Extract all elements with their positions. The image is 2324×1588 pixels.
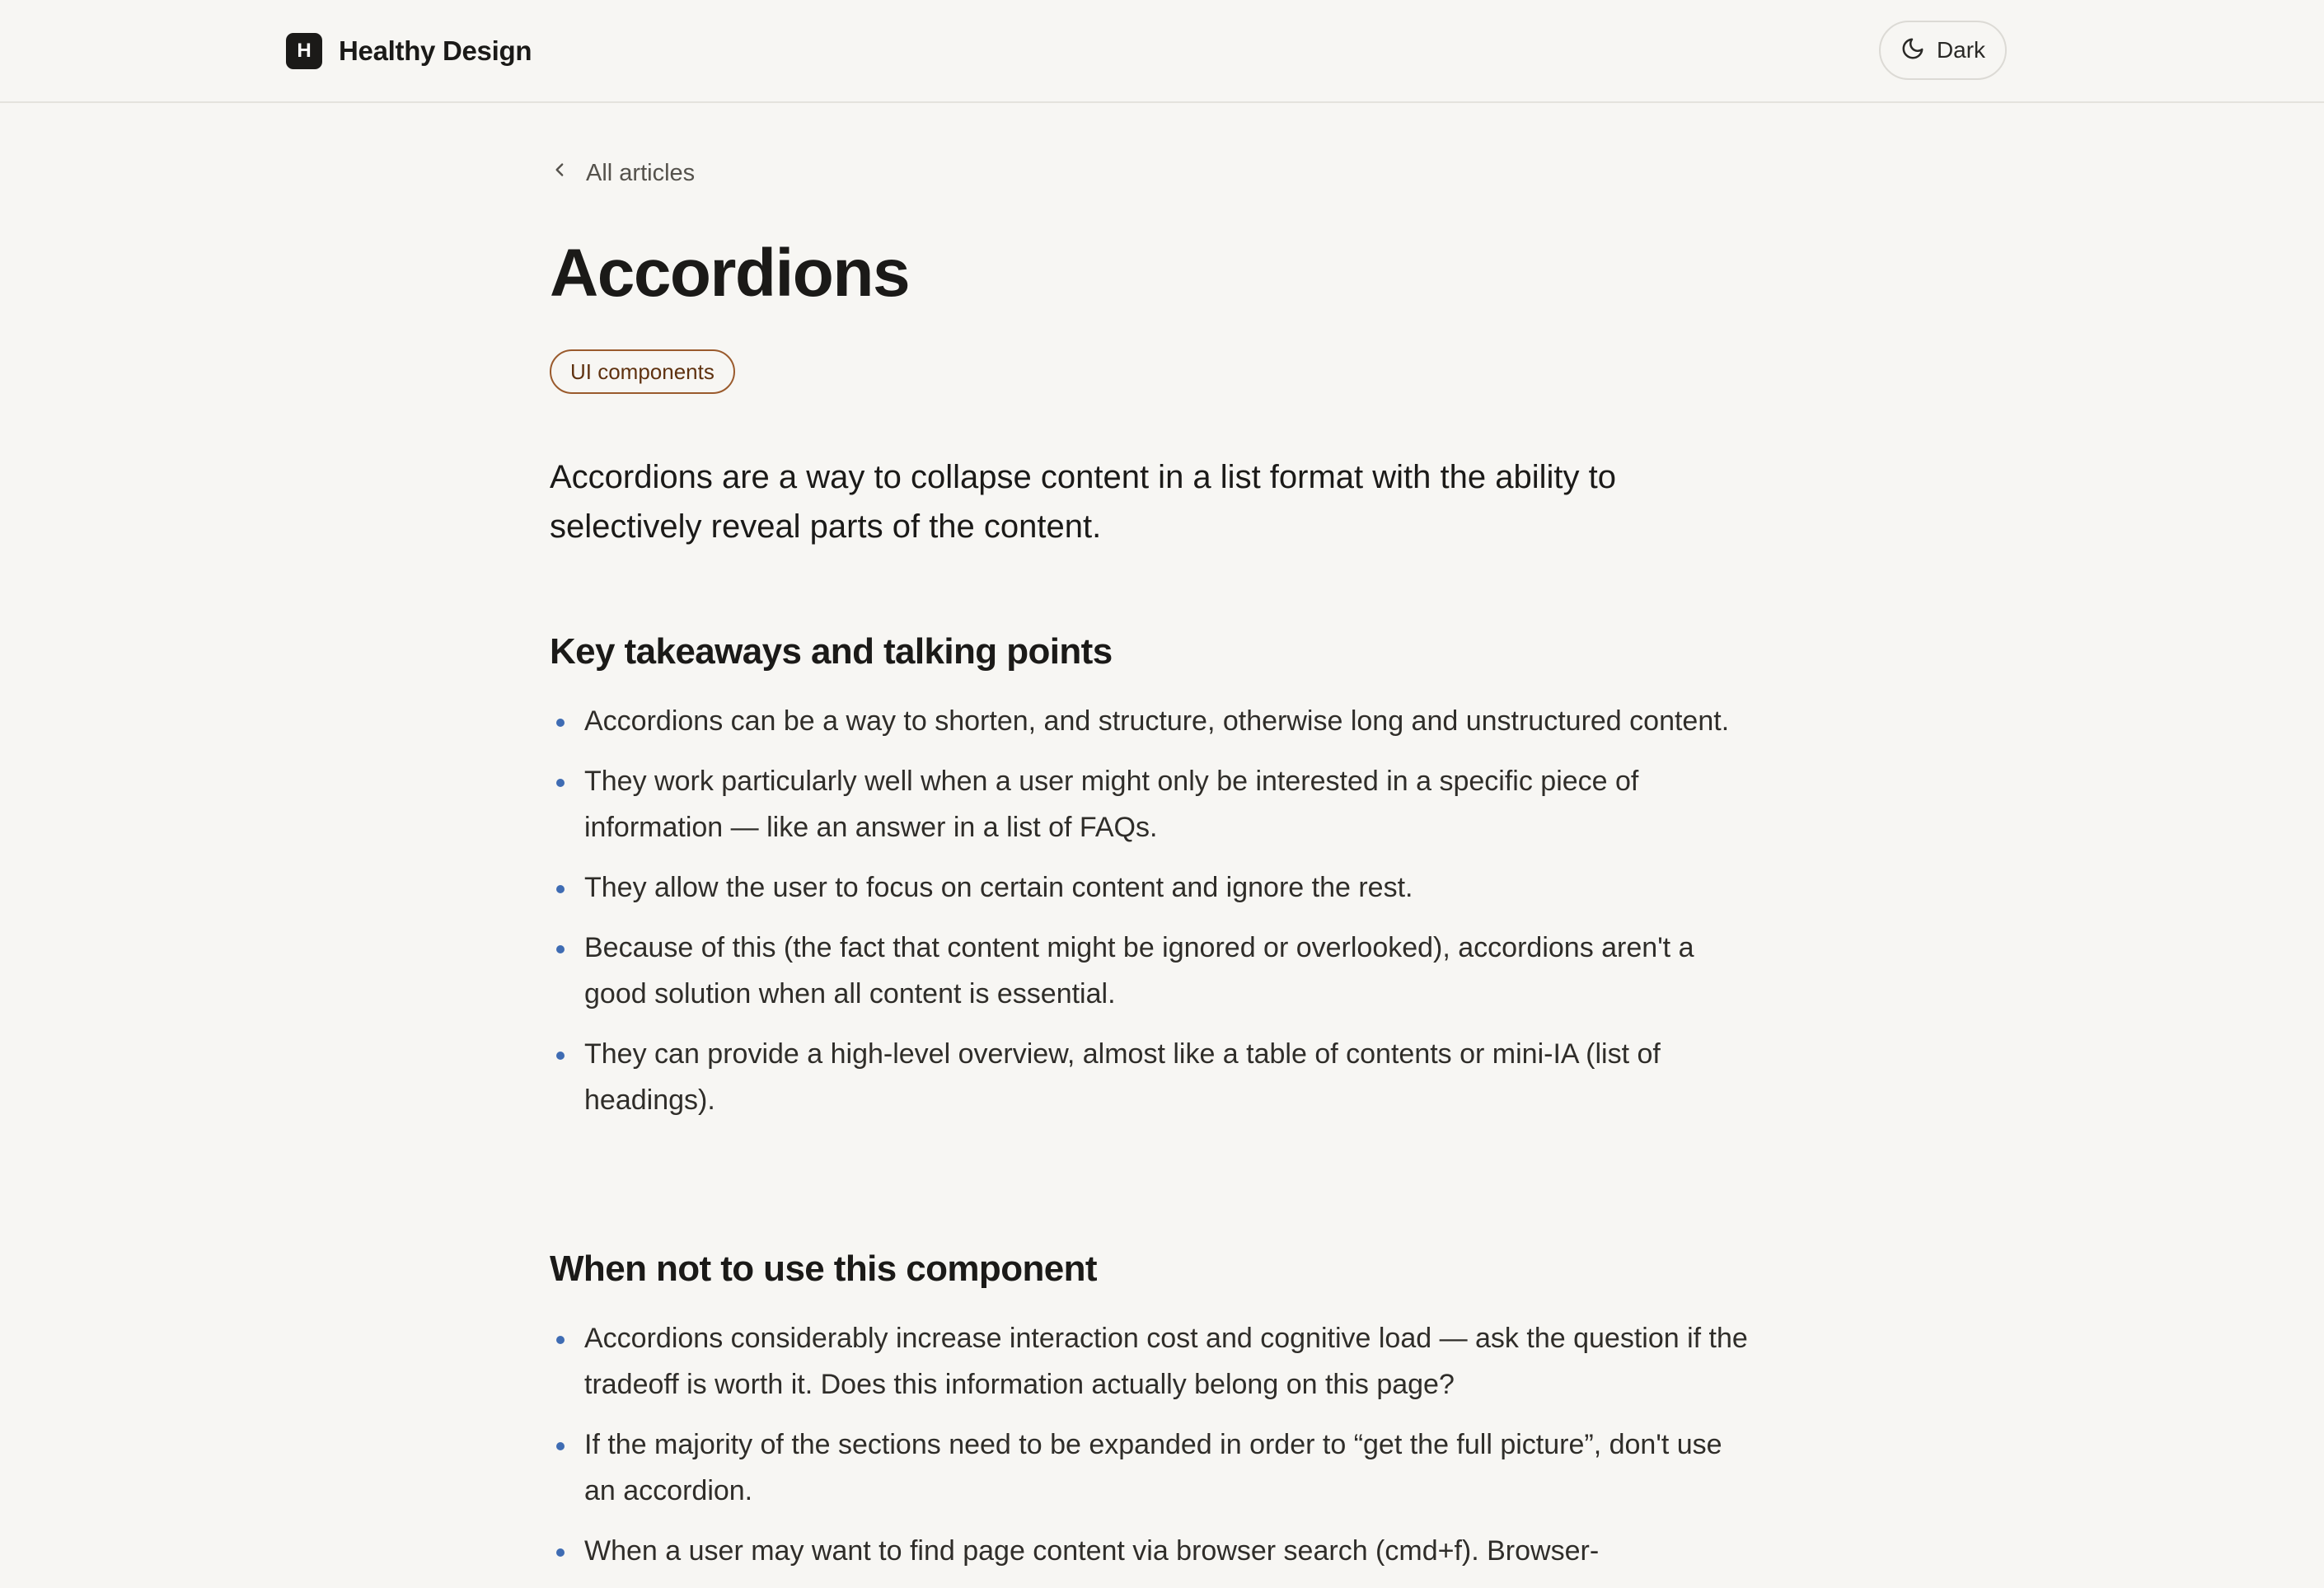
brand-logo[interactable]: H [286,33,322,69]
site-header [0,0,2324,103]
dark-mode-toggle-label: Dark [1936,37,1986,63]
key-takeaways-list [550,698,1753,1137]
list-item: Accordions considerably increase interaction cost and cognitive load — ask the question if the tradeoff is worth it. Does this information actually belong on this page? [550,1315,1753,1408]
section-heading-when-not-to-use: When not to use this component [550,1248,1097,1289]
brand[interactable] [286,33,532,69]
list-item: They can provide a high-level overview, almost like a table of contents or mini-IA (list of headings). [550,1031,1753,1123]
list-item: They work particularly well when a user might only be interested in a specific piece of information — like an answer in a list of FAQs. [550,758,1753,850]
list-item: Because of this (the fact that content might be ignored or overlooked), accordions aren't a good solution when all content is essential. [550,925,1753,1017]
section-heading-key-takeaways: Key takeaways and talking points [550,631,1113,672]
page-title: Accordions [550,236,910,311]
all-articles-label[interactable]: All articles [586,159,696,186]
list-item: Accordions can be a way to shorten, and structure, otherwise long and unstructured content. [550,698,1753,744]
all-articles-link[interactable] [550,159,695,187]
brand-name[interactable]: Healthy Design [339,35,532,66]
list-item: If the majority of the sections need to be expanded in order to “get the full picture”, don't use an accordion. [550,1422,1753,1514]
category-tag[interactable]: UI components [550,349,735,394]
when-not-to-use-list [550,1315,1753,1588]
dark-mode-toggle-button[interactable] [1879,21,2007,80]
chevron-left-icon [550,159,571,187]
moon-icon [1900,36,1925,65]
article-lead: Accordions are a way to collapse content in a list format with the ability to selectively reveal parts of the content. [550,459,1616,545]
list-item: When a user may want to find page content via browser search (cmd+f). Browser- [550,1528,1753,1574]
list-item: They allow the user to focus on certain content and ignore the rest. [550,864,1753,911]
